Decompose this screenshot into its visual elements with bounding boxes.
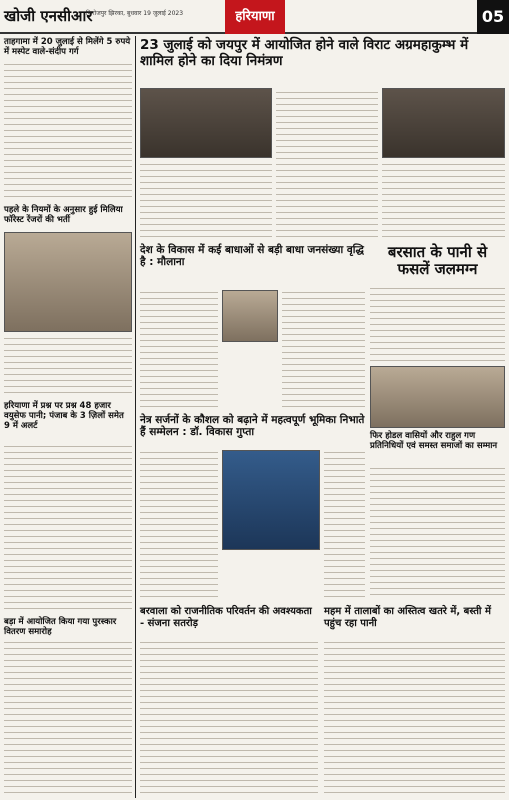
top-story-photo-2 bbox=[382, 88, 505, 158]
column-divider bbox=[135, 36, 136, 798]
left-top-headline: ताहगामा में 20 जुलाई से मिलेंगे 5 रुपये में मस्पेट वाले-संदीप गर्ग bbox=[4, 37, 131, 57]
rain-body bbox=[370, 286, 505, 364]
maulana-photo bbox=[222, 290, 278, 342]
maulana-headline: देश के विकास में कई बाधाओं से बड़ी बाधा जनसंख्या वृद्धि है : मौलाना bbox=[140, 244, 364, 269]
dateline: फिरोजपुर झिरका, बुधवार 19 जुलाई 2023 bbox=[86, 10, 184, 17]
left-bottom-headline: बड़ा में आयोजित किया गया पुरस्कार वितरण समारोह bbox=[4, 617, 117, 637]
barwala-headline: बरवाला को राजनीतिक परिवर्तन की अवश्यकता - संजना सतरोड़ bbox=[140, 606, 312, 629]
village-headline: फिर होडल वासियों और राहुल गण प्रतिनिधियों एवं समस्त समाजों का सम्मान bbox=[370, 431, 498, 451]
vikas-body-1 bbox=[140, 450, 218, 600]
left-mid2-body bbox=[4, 444, 132, 614]
rain-headline: बरसात के पानी से फसलें जलमग्न bbox=[387, 243, 488, 279]
top-story-headline-text: 23 जुलाई को जयपुर में आयोजित होने वाले विराट अग्रमहाकुम्भ में शामिल होने का दिया निमंत्रण bbox=[140, 37, 469, 69]
maulana-body-1 bbox=[140, 290, 218, 410]
vikas-headline: नेत्र सर्जनों के कौशल को बढ़ाने में महत्वपूर्ण भूमिका निभाते हैं सम्मेलन : डॉ. विकास गुप्ता bbox=[140, 414, 365, 439]
left-bottom-body bbox=[4, 640, 132, 796]
rain-story-box bbox=[370, 244, 505, 364]
top-story-body bbox=[276, 90, 378, 240]
pond-headline: महम में तालाबों का अस्तित्व खतरे में, बस्ती में पहुंच रहा पानी bbox=[324, 606, 491, 629]
village-body bbox=[370, 466, 505, 600]
top-story-body-3 bbox=[382, 162, 505, 240]
barwala-body bbox=[140, 640, 318, 796]
rain-photo bbox=[370, 366, 505, 428]
page-header bbox=[0, 0, 509, 34]
left-mid-body bbox=[4, 336, 132, 398]
maulana-body-2 bbox=[282, 290, 365, 410]
pond-body bbox=[324, 640, 505, 796]
section-label: हरियाणा bbox=[225, 0, 285, 34]
paper-name: खोजी एनसीआर bbox=[4, 7, 93, 25]
left-top-body bbox=[4, 62, 132, 202]
top-story-body-2 bbox=[140, 162, 272, 240]
page-number: 05 bbox=[477, 0, 509, 34]
left-photo bbox=[4, 232, 132, 332]
top-story-photo-1 bbox=[140, 88, 272, 158]
left-mid2-headline: हरियाणा में प्रश्न पर प्रश्न 48 हजार वयुसेफ पानी; पंजाब के 3 ज़िलों समेत 9 में अलर्ट bbox=[4, 401, 124, 431]
left-mid-headline: पहले के नियमों के अनुसार हुई मिलिया फॉरेस्ट रेंजरों की भर्ती bbox=[4, 205, 123, 225]
conference-photo bbox=[222, 450, 320, 550]
vikas-body-2 bbox=[324, 450, 365, 600]
top-story-headline bbox=[140, 38, 505, 69]
